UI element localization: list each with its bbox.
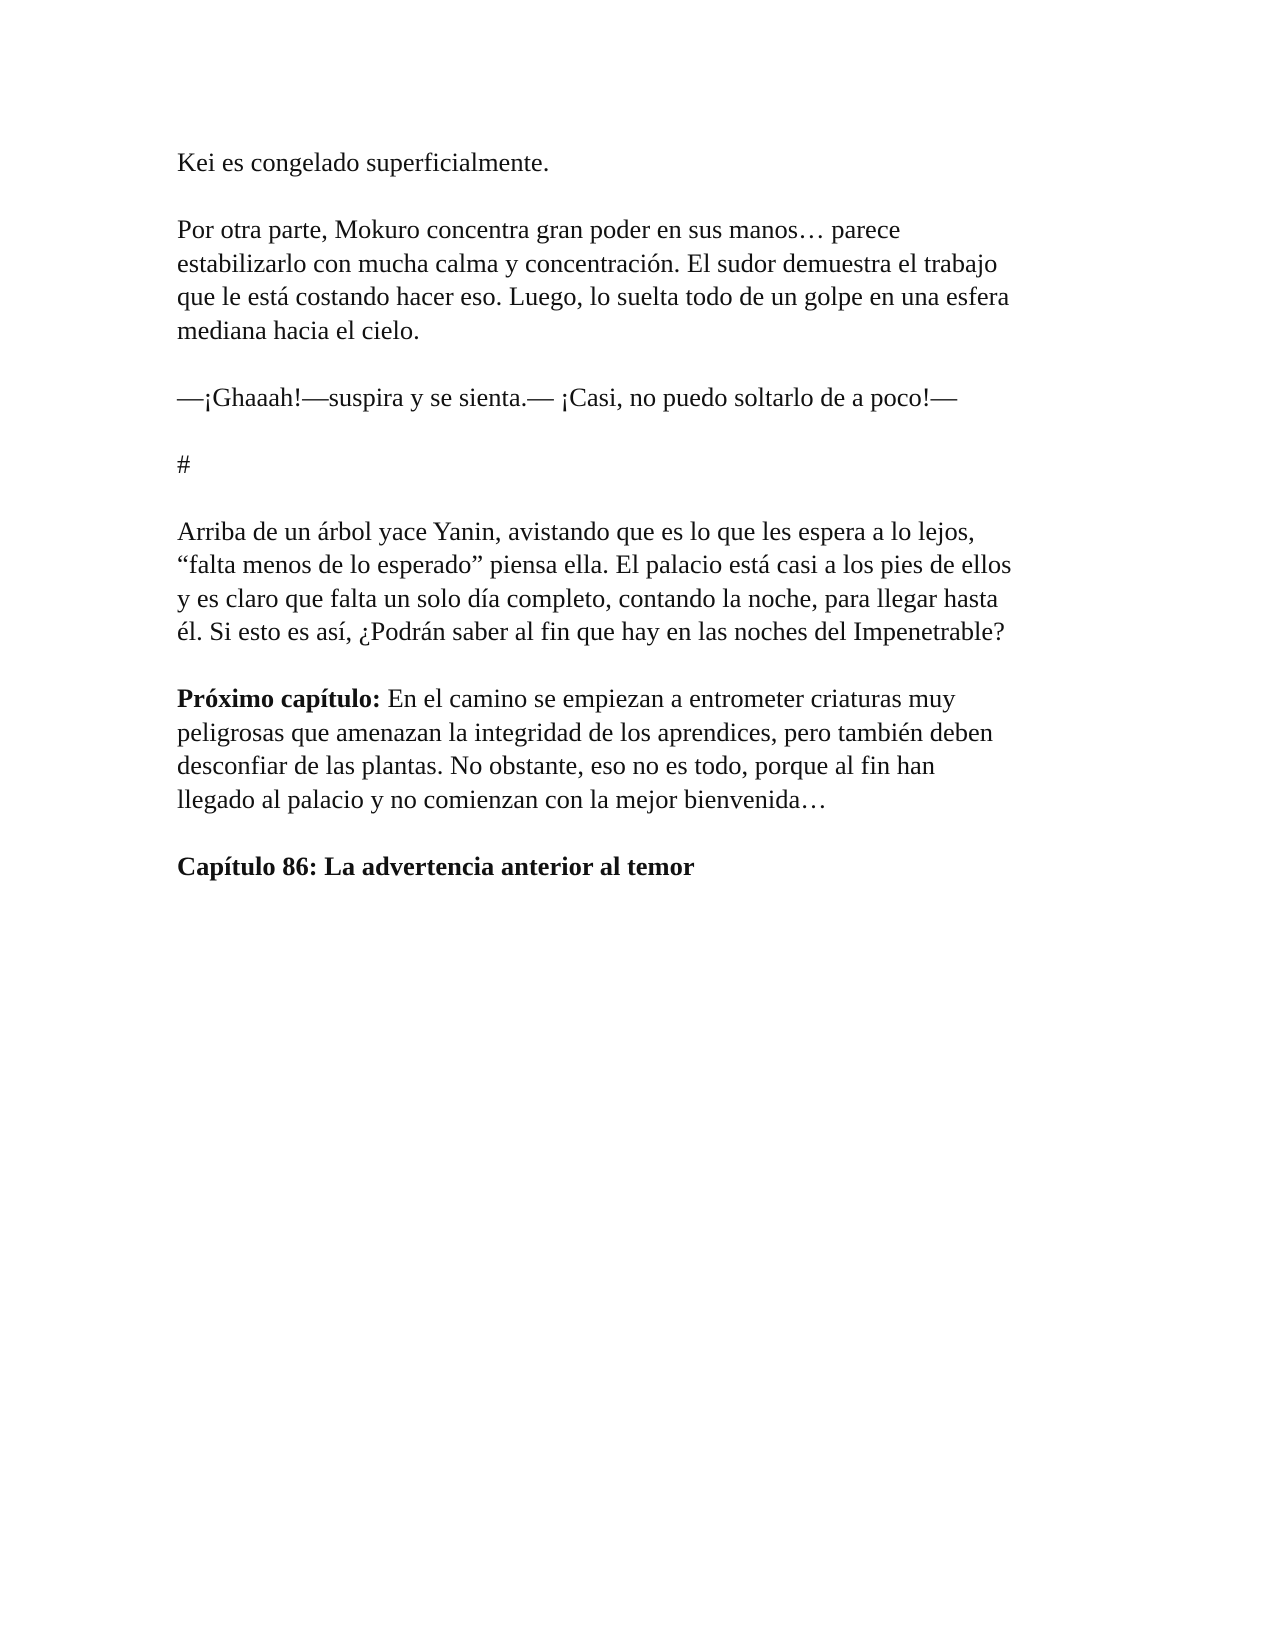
paragraph-yanin (177, 515, 1107, 649)
text-line: Arriba de un árbol yace Yanin, avistando que es lo que les espera a lo lejos, (177, 515, 975, 546)
paragraph-kei-frozen (177, 146, 1107, 180)
document-body (177, 146, 1107, 917)
text-line: Kei es congelado superficialmente. (177, 147, 550, 177)
paragraph-dialogue (177, 381, 1107, 415)
scene-break (177, 448, 1107, 482)
text-line: peligrosas que amenazan la integridad de los aprendices, pero también deben (177, 716, 994, 747)
text-line: él. Si esto es así, ¿Podrán saber al fin que hay en las noches del Impenetrable? (177, 616, 1005, 646)
chapter-title-text: Capítulo 86: La advertencia anterior al temor (177, 850, 695, 881)
text-line: estabilizarlo con mucha calma y concentración. El sudor demuestra el trabajo (177, 247, 998, 278)
text-line: Por otra parte, Mokuro concentra gran poder en sus manos… parece (177, 214, 901, 244)
paragraph-mokuro-power (177, 213, 1107, 347)
scene-break-mark: # (177, 448, 191, 479)
text-line: y es claro que falta un solo día completo, contando la noche, para llegar hasta (177, 582, 999, 613)
text-line: llegado al palacio y no comienzan con la mejor bienvenida… (177, 783, 827, 814)
text-line: desconfiar de las plantas. No obstante, eso no es todo, porque al fin han (177, 750, 935, 780)
text-line: que le está costando hacer eso. Luego, lo suelta todo de un golpe en una esfera (177, 281, 1010, 311)
text-line: En el camino se empiezan a entrometer criaturas muy (380, 683, 956, 713)
text-line: “falta menos de lo esperado” piensa ella. El palacio está casi a los pies de ellos (177, 549, 1012, 579)
paragraph-next-chapter (177, 682, 1107, 816)
chapter-title (177, 850, 1107, 884)
text-line: mediana hacia el cielo. (177, 314, 420, 345)
next-chapter-label: Próximo capítulo: (177, 683, 381, 713)
text-line: —¡Ghaaah!—suspira y se sienta.— ¡Casi, no puedo soltarlo de a poco!— (177, 381, 958, 412)
